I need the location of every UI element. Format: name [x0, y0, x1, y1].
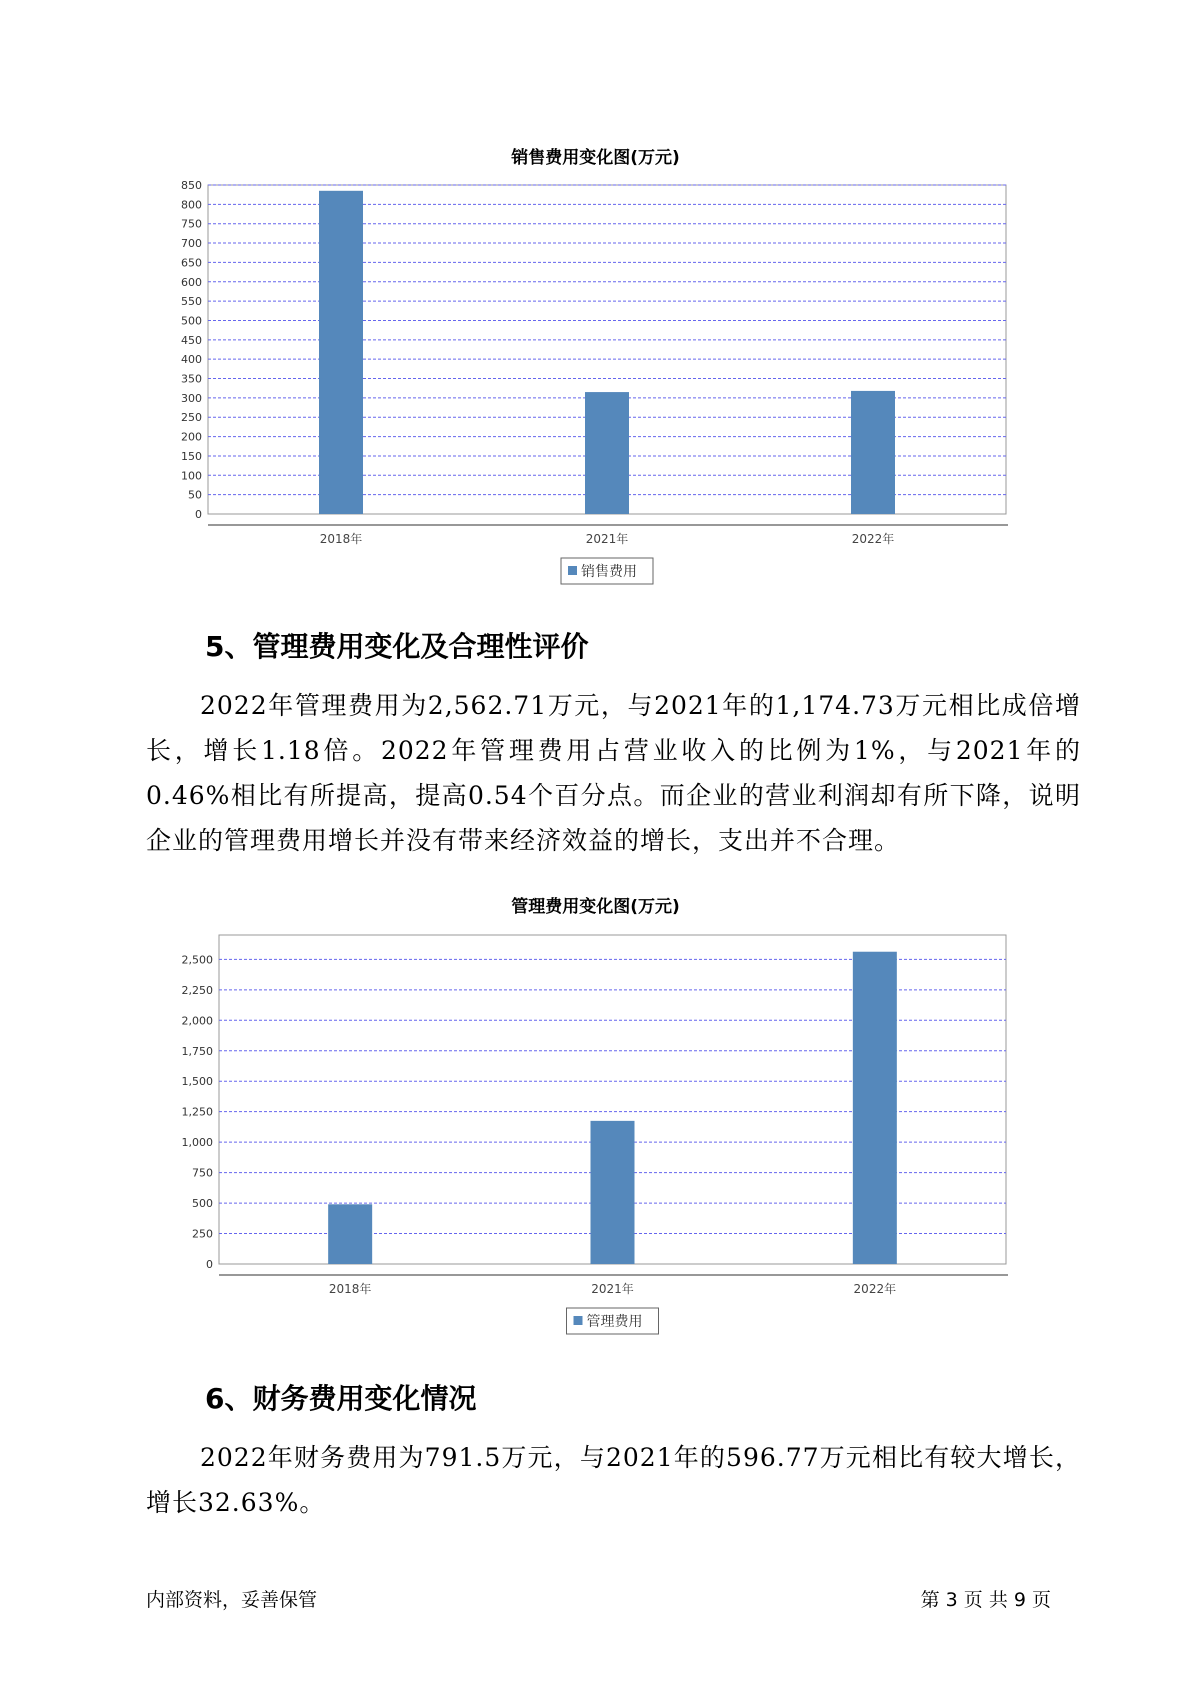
- y-tick-label: 1,750: [181, 1044, 213, 1058]
- legend-label: 销售费用: [581, 564, 637, 580]
- y-tick-label: 250: [181, 411, 202, 425]
- bar-2018年: [319, 191, 363, 514]
- management-expense-chart: [0, 930, 1191, 1350]
- legend: [567, 1308, 659, 1334]
- y-tick-label: 150: [181, 449, 202, 463]
- footer-confidential-note: 内部资料，妥善保管: [146, 1589, 318, 1611]
- y-tick-label: 750: [192, 1166, 213, 1180]
- y-tick-label: 2,250: [181, 983, 213, 997]
- y-tick-label: 750: [181, 217, 202, 231]
- y-tick-label: 700: [181, 237, 202, 251]
- chart-title-management: 管理费用变化图(万元): [511, 897, 680, 917]
- y-tick-label: 100: [181, 469, 202, 483]
- bar-2018年: [328, 1204, 372, 1264]
- y-tick-label: 1,250: [181, 1105, 213, 1119]
- sales-expense-chart: [0, 180, 1191, 600]
- x-tick-label: 2018年: [319, 532, 363, 546]
- y-tick-label: 400: [181, 353, 202, 367]
- y-tick-label: 250: [192, 1227, 213, 1241]
- y-tick-label: 1,500: [181, 1075, 213, 1089]
- y-tick-label: 650: [181, 256, 202, 270]
- y-tick-label: 500: [192, 1197, 213, 1211]
- chart-title-sales: 销售费用变化图(万元): [511, 148, 680, 168]
- x-tick-label: 2021年: [591, 1282, 634, 1296]
- footer-page-number: 第 3 页 共 9 页: [920, 1589, 1051, 1611]
- section-heading-6: 6、财务费用变化情况: [205, 1382, 477, 1415]
- bar-2021年: [591, 1121, 635, 1264]
- y-tick-label: 200: [181, 430, 202, 444]
- paragraph-management-expense: 2022年管理费用为2,562.71万元，与2021年的1,174.73万元相比成倍增长，增长1.18倍。2022年管理费用占营业收入的比例为1%，与2021年的0.46%相比有所提高，提高0.54个百分点。而企业的营业利润却有所下降，说明企业的管理费用增长并没有带来经济效益的增长，支出并不合理。: [146, 691, 1081, 855]
- x-tick-label: 2018年: [328, 1282, 372, 1296]
- x-tick-label: 2021年: [585, 532, 629, 546]
- section-heading-5: 5、管理费用变化及合理性评价: [205, 630, 589, 663]
- y-tick-label: 500: [181, 314, 202, 328]
- y-tick-label: 1,000: [181, 1136, 213, 1150]
- y-tick-label: 600: [181, 275, 202, 289]
- x-tick-label: 2022年: [853, 1282, 897, 1296]
- bar-2021年: [585, 392, 629, 514]
- y-tick-label: 2,000: [181, 1014, 213, 1028]
- legend: [561, 558, 653, 584]
- y-tick-label: 850: [181, 179, 202, 192]
- y-tick-label: 550: [181, 295, 202, 309]
- y-tick-label: 450: [181, 333, 202, 347]
- y-tick-label: 350: [181, 372, 202, 386]
- y-tick-label: 2,500: [181, 953, 213, 967]
- y-tick-label: 800: [181, 198, 202, 212]
- legend-label: 管理费用: [586, 1314, 643, 1330]
- x-tick-label: 2022年: [851, 532, 895, 546]
- paragraph-finance-expense: 2022年财务费用为791.5万元，与2021年的596.77万元相比有较大增长，增长32.63%。: [146, 1443, 1081, 1517]
- legend-swatch: [574, 1316, 583, 1325]
- y-tick-label: 0: [195, 508, 202, 521]
- y-tick-label: 0: [206, 1258, 213, 1271]
- bar-2022年: [851, 391, 895, 514]
- bar-2022年: [853, 952, 897, 1264]
- y-tick-label: 300: [181, 391, 202, 405]
- y-tick-label: 50: [188, 488, 202, 502]
- legend-swatch: [568, 566, 577, 575]
